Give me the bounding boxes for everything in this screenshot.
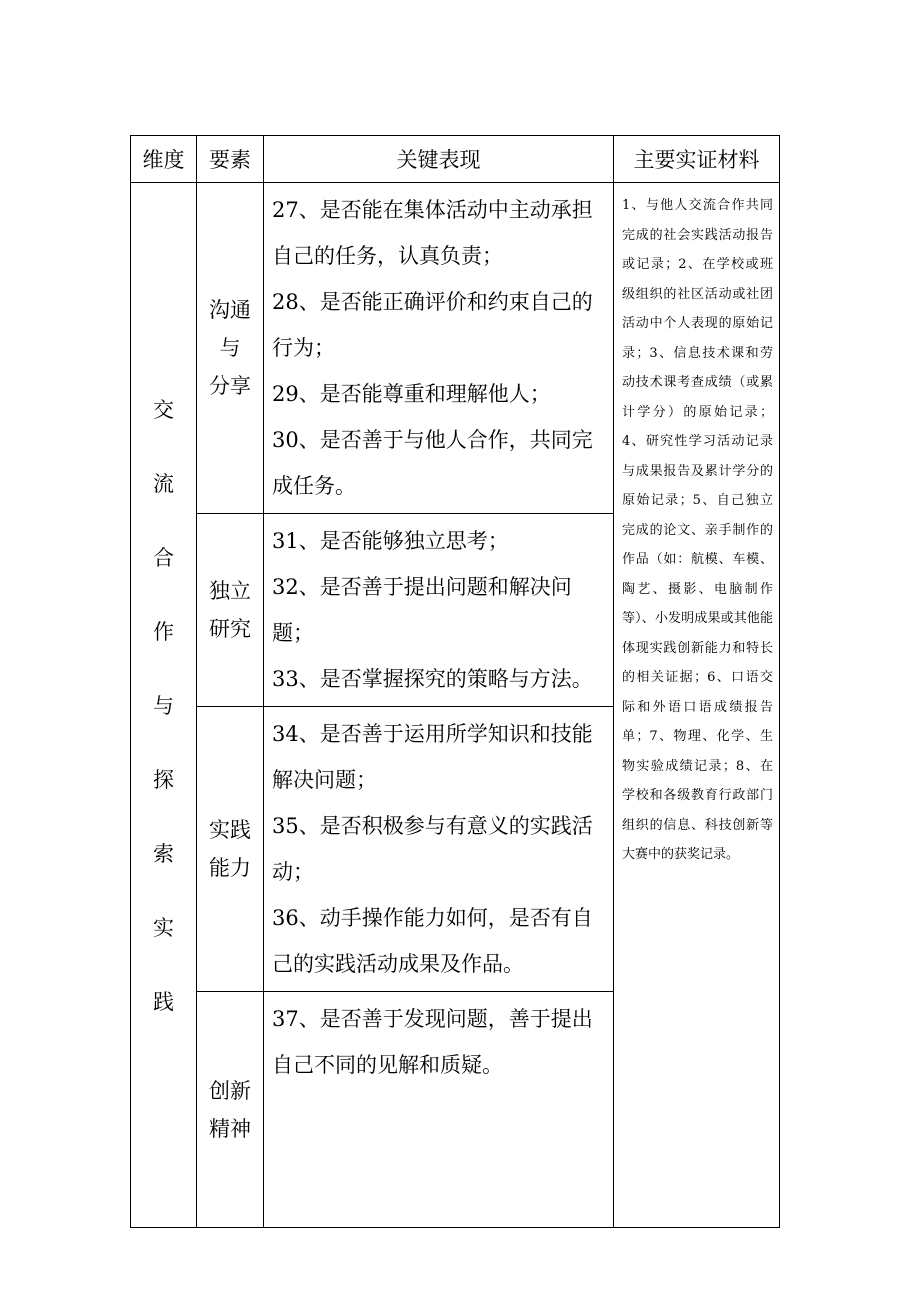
- header-element: 要素: [197, 136, 264, 183]
- element-label: 独立: [209, 579, 251, 603]
- header-row: [131, 136, 780, 183]
- key-item: 29、是否能尊重和理解他人；: [272, 382, 551, 406]
- header-key-performance: 关键表现: [264, 136, 614, 183]
- key-item: 30、是否善于与他人合作，共同完成任务。: [272, 428, 593, 498]
- header-dimension: 维度: [131, 136, 197, 183]
- key-performance-cell: [264, 992, 614, 1228]
- key-item: 35、是否积极参与有意义的实践活动；: [272, 814, 593, 884]
- dimension-cell: [131, 183, 197, 1228]
- dimension-char: 作: [153, 620, 174, 644]
- element-label: 精神: [209, 1116, 251, 1141]
- key-item: 34、是否善于运用所学知识和技能解决问题；: [272, 722, 593, 792]
- element-label: 研究: [209, 617, 251, 641]
- element-cell: [197, 514, 264, 707]
- key-performance-cell: [264, 707, 614, 992]
- element-cell: [197, 183, 264, 514]
- dimension-char: 践: [153, 990, 174, 1014]
- key-item: 27、是否能在集体活动中主动承担自己的任务，认真负责；: [272, 198, 593, 268]
- element-label: 能力: [209, 856, 251, 880]
- element-label: 沟通: [209, 298, 251, 322]
- key-item: 37、是否善于发现问题，善于提出自己不同的见解和质疑。: [272, 1007, 593, 1077]
- key-item: 36、动手操作能力如何，是否有自己的实践活动成果及作品。: [272, 906, 593, 976]
- dimension-char: 交: [153, 398, 174, 422]
- element-label: 与: [219, 336, 241, 360]
- header-evidence: 主要实证材料: [614, 136, 780, 183]
- key-item: 33、是否掌握探究的策略与方法。: [272, 667, 593, 691]
- key-item: 32、是否善于提出问题和解决问题；: [272, 575, 572, 645]
- key-performance-cell: [264, 514, 614, 707]
- dimension-char: 与: [153, 694, 174, 718]
- evaluation-table: [130, 135, 780, 1228]
- dimension-char: 索: [153, 842, 174, 866]
- dimension-char: 流: [153, 472, 174, 496]
- dimension-char: 探: [153, 768, 174, 792]
- element-label: 实践: [209, 818, 251, 842]
- key-performance-cell: [264, 183, 614, 514]
- key-item: 28、是否能正确评价和约束自己的行为；: [272, 290, 593, 360]
- table-row: [131, 183, 780, 514]
- evidence-cell: 1、与他人交流合作共同完成的社会实践活动报告或记录；2、在学校或班级组织的社区活动或社团活动中个人表现的原始记录；3、信息技术课和劳动技术课考查成绩（或累计学分）的原始记录；4、研究性学习活动记录与成果报告及累计学分的原始记录；5、自己独立完成的论文、亲手制作的作品（如：航模、车模、陶艺、摄影、电脑制作等）、小发明成果或其他能体现实践创新能力和特长的相关证据；6、口语交际和外语口语成绩报告单；7、物理、化学、生物实验成绩记录；8、在学校和各级教育行政部门组织的信息、科技创新等大赛中的获奖记录。: [614, 183, 780, 1228]
- element-cell: [197, 992, 264, 1228]
- element-cell: [197, 707, 264, 992]
- element-label: 分享: [209, 374, 251, 398]
- key-item: 31、是否能够独立思考；: [272, 529, 509, 553]
- dimension-char: 实: [153, 916, 174, 940]
- dimension-char: 合: [153, 546, 174, 570]
- element-label: 创新: [209, 1078, 251, 1103]
